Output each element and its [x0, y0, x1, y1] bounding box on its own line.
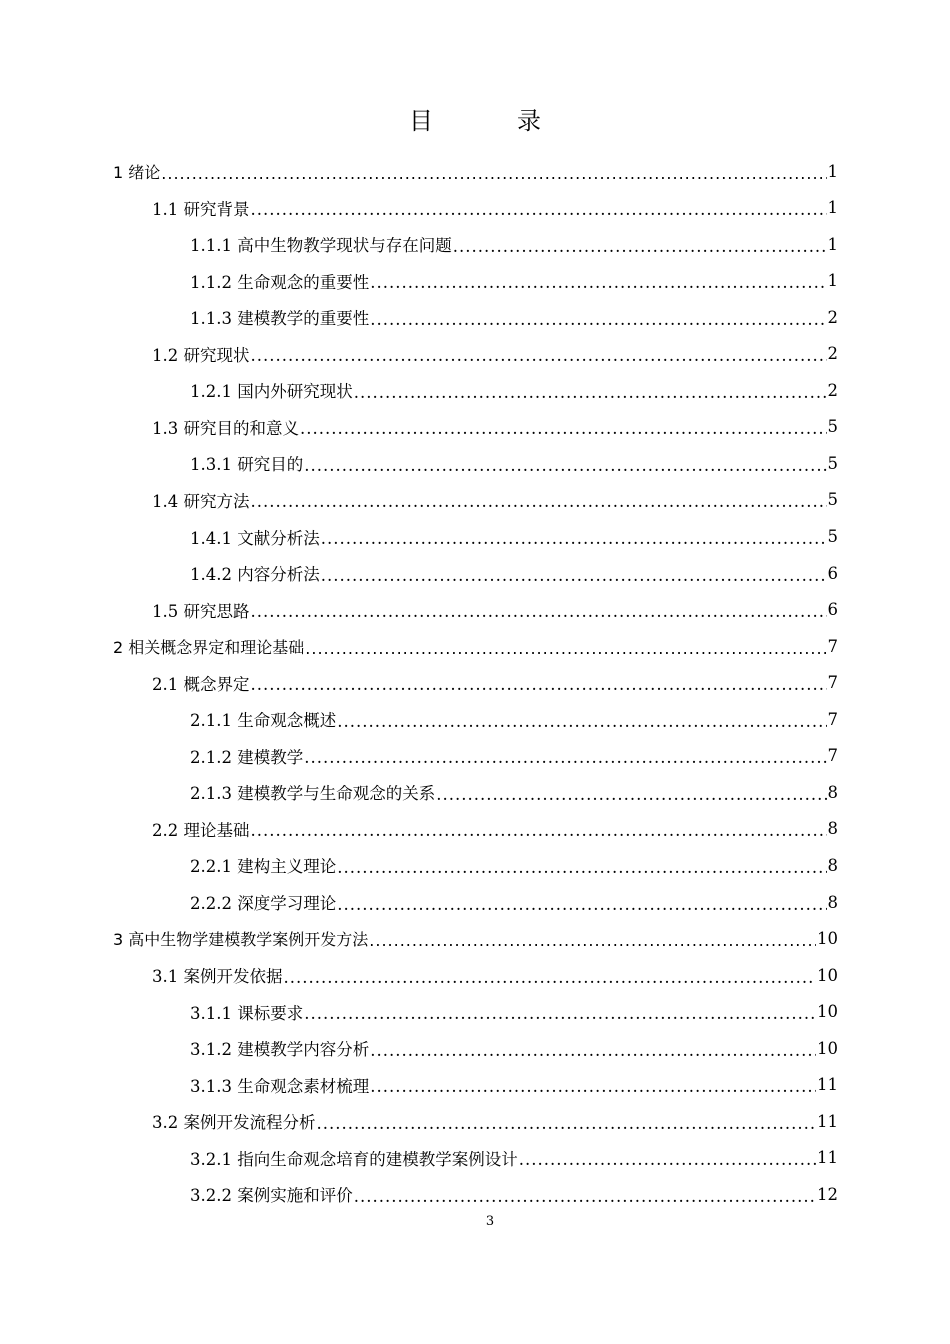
toc-entry-page: 11: [817, 1075, 838, 1095]
toc-entry-page: 1: [827, 161, 838, 181]
dot-leader: [337, 712, 826, 731]
toc-entry-level-3[interactable]: [190, 1030, 838, 1066]
dot-leader: [304, 456, 826, 475]
toc-entry-label: 1.2.1 国内外研究现状: [190, 382, 353, 402]
dot-leader: [251, 675, 827, 694]
dot-leader: [337, 858, 826, 877]
toc-entry-level-3[interactable]: [190, 994, 838, 1030]
toc-entry-label: 1.1.3 建模教学的重要性: [190, 309, 370, 329]
toc-entry-label: 1.4.1 文献分析法: [190, 528, 320, 548]
toc-entry-label: 2.1 概念界定: [152, 674, 250, 694]
toc-entry-page: 10: [817, 1038, 838, 1058]
toc-entry-page: 10: [817, 1002, 838, 1022]
toc-entry-page: 11: [817, 1148, 838, 1168]
dot-leader: [321, 566, 827, 585]
dot-leader: [370, 1041, 816, 1060]
toc-entry-label: 3.1.2 建模教学内容分析: [190, 1040, 370, 1060]
toc-entry-level-3[interactable]: [190, 847, 838, 883]
toc-entry-level-3[interactable]: [190, 738, 838, 774]
toc-entry-label: 1.1.2 生命观念的重要性: [190, 272, 370, 292]
toc-entry-level-3[interactable]: [190, 372, 838, 408]
toc-entry-label: 1.5 研究思路: [152, 601, 250, 621]
toc-entry-label: 1.1.1 高中生物教学现状与存在问题: [190, 236, 452, 256]
toc-entry-label: 1.3.1 研究目的: [190, 455, 304, 475]
toc-entry-level-2[interactable]: [152, 1103, 838, 1139]
toc-entry-page: 8: [827, 855, 838, 875]
dot-leader: [251, 821, 827, 840]
toc-entry-label: 1.3 研究目的和意义: [152, 418, 299, 438]
toc-entry-level-2[interactable]: [152, 811, 838, 847]
toc-entry-page: 5: [827, 417, 838, 437]
toc-entry-level-3[interactable]: [190, 1067, 838, 1103]
dot-leader: [369, 931, 816, 950]
dot-leader: [337, 895, 826, 914]
toc-entry-level-2[interactable]: [152, 190, 838, 226]
toc-entry-page: 6: [827, 563, 838, 583]
toc-title: 目 录: [409, 107, 571, 135]
dot-leader: [317, 1114, 817, 1133]
toc-entry-label: 2.1.3 建模教学与生命观念的关系: [190, 784, 436, 804]
dot-leader: [354, 383, 827, 402]
toc-entry-page: 8: [827, 782, 838, 802]
toc-entry-label: 2 相关概念界定和理论基础: [113, 637, 305, 657]
toc-entry-level-3[interactable]: [190, 299, 838, 335]
toc-entry-level-3[interactable]: [190, 555, 838, 591]
dot-leader: [161, 164, 826, 183]
dot-leader: [305, 639, 826, 658]
toc-entry-level-2[interactable]: [152, 592, 838, 628]
toc-entry-page: 7: [827, 673, 838, 693]
toc-entry-label: 3 高中生物学建模教学案例开发方法: [113, 930, 369, 950]
toc-entry-page: 11: [817, 1111, 838, 1131]
toc-entry-label: 2.2 理论基础: [152, 820, 250, 840]
toc-entry-page: 5: [827, 527, 838, 546]
toc-entry-level-3[interactable]: [190, 519, 838, 555]
toc-entry-label: 1.2 研究现状: [152, 345, 250, 365]
dot-leader: [370, 273, 826, 292]
toc-entry-level-1[interactable]: [113, 153, 838, 189]
dot-leader: [453, 237, 827, 256]
toc-entry-label: 2.2.2 深度学习理论: [190, 894, 337, 913]
toc-entry-label: 3.2.2 案例实施和评价: [190, 1186, 353, 1206]
dot-leader: [251, 602, 827, 621]
toc-entry-level-1[interactable]: [113, 921, 838, 957]
toc-entry-level-2[interactable]: [152, 665, 838, 701]
dot-leader: [519, 1150, 816, 1169]
toc-entry-label: 3.2.1 指向生命观念培育的建模教学案例设计: [190, 1149, 518, 1169]
toc-entry-page: 6: [827, 600, 838, 620]
dot-leader: [304, 748, 826, 767]
toc-entry-label: 1.4.2 内容分析法: [190, 565, 320, 585]
toc-entry-label: 1.4 研究方法: [152, 491, 250, 511]
toc-entry-page: 7: [827, 636, 838, 656]
toc-entry-page: 7: [827, 746, 838, 766]
toc-entry-page: 1: [827, 198, 838, 218]
toc-entry-label: 2.1.1 生命观念概述: [190, 711, 337, 731]
toc-entry-level-3[interactable]: [190, 1140, 838, 1176]
toc-entry-level-3[interactable]: [190, 774, 838, 810]
dot-leader: [370, 1077, 816, 1096]
toc-entry-level-3[interactable]: [190, 701, 838, 737]
dot-leader: [251, 492, 827, 511]
page-number: 3: [485, 1214, 495, 1229]
toc-entry-page: 5: [827, 490, 838, 510]
dot-leader: [354, 1187, 816, 1206]
toc-entry-label: 3.1 案例开发依据: [152, 967, 283, 987]
toc-entry-page: 2: [827, 380, 838, 400]
dot-leader: [251, 200, 827, 219]
toc-entry-level-3[interactable]: [190, 884, 838, 920]
toc-entry-label: 3.1.3 生命观念素材梳理: [190, 1076, 370, 1096]
toc-entry-page: 2: [827, 307, 838, 327]
toc-entry-page: 12: [817, 1184, 838, 1204]
toc-entry-level-3[interactable]: [190, 263, 838, 299]
toc-entry-label: 1 绪论: [113, 162, 161, 182]
toc-entry-page: 10: [817, 929, 838, 949]
dot-leader: [251, 346, 827, 365]
toc-entry-page: 10: [817, 965, 838, 985]
toc-entry-page: 8: [827, 892, 838, 912]
toc-entry-page: 1: [827, 234, 838, 254]
toc-entry-level-2[interactable]: [152, 957, 838, 993]
toc-entry-label: 3.2 案例开发流程分析: [152, 1113, 316, 1133]
toc-entry-label: 2.2.1 建构主义理论: [190, 857, 337, 877]
dot-leader: [370, 310, 826, 329]
toc-entry-page: 8: [827, 819, 838, 839]
toc-entry-label: 1.1 研究背景: [152, 199, 250, 219]
dot-leader: [321, 529, 827, 548]
dot-leader: [304, 1004, 816, 1023]
toc-entry-level-1[interactable]: [113, 628, 838, 664]
toc-entry-level-3[interactable]: [190, 445, 838, 481]
toc-entry-page: 5: [827, 453, 838, 473]
toc-entry-level-3[interactable]: [190, 1176, 838, 1212]
dot-leader: [436, 785, 826, 804]
toc-entry-page: 2: [827, 344, 838, 364]
dot-leader: [284, 968, 817, 987]
toc-entry-level-2[interactable]: [152, 336, 838, 372]
toc-entry-label: 2.1.2 建模教学: [190, 747, 304, 767]
toc-entry-label: 3.1.1 课标要求: [190, 1003, 304, 1023]
toc-entry-level-2[interactable]: [152, 409, 838, 445]
toc-entry-level-3[interactable]: [190, 226, 838, 262]
toc-entry-level-2[interactable]: [152, 482, 838, 518]
dot-leader: [300, 419, 827, 438]
toc-entry-page: 1: [827, 271, 838, 291]
toc-entry-page: 7: [827, 709, 838, 729]
